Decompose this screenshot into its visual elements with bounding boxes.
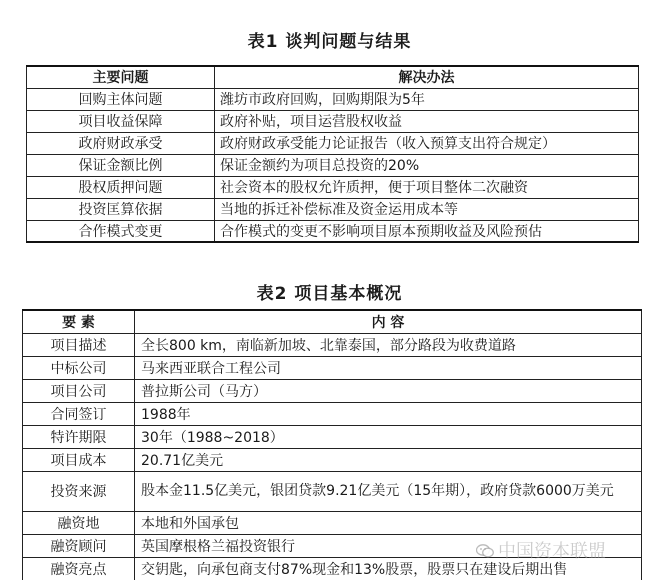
- content-cell: 本地和外国承包: [135, 511, 642, 534]
- column-header-element: 要 素: [23, 310, 135, 333]
- table-row: [23, 425, 642, 448]
- table-row: [23, 356, 642, 379]
- element-cell: 项目公司: [23, 379, 135, 402]
- element-cell: 项目成本: [23, 448, 135, 471]
- issue-cell: 回购主体问题: [27, 88, 215, 110]
- solution-cell: 政府补贴，项目运营股权收益: [215, 110, 639, 132]
- table-row: [27, 198, 639, 220]
- table-row: [23, 402, 642, 425]
- table2-title: 表2 项目基本概况: [256, 284, 403, 304]
- content-cell: 马来西亚联合工程公司: [135, 356, 642, 379]
- table-row: [23, 511, 642, 534]
- column-header-content: 内 容: [135, 310, 642, 333]
- issue-cell: 合作模式变更: [27, 220, 215, 242]
- content-cell: 股本金11.5亿美元，银团贷款9.21亿美元（15年期），政府贷款6000万美元: [135, 471, 642, 511]
- element-cell: 特许期限: [23, 425, 135, 448]
- issue-cell: 保证金额比例: [27, 154, 215, 176]
- table-row: [23, 448, 642, 471]
- issue-cell: 项目收益保障: [27, 110, 215, 132]
- element-cell: 中标公司: [23, 356, 135, 379]
- watermark: [476, 537, 606, 563]
- solution-cell: 社会资本的股权允许质押，便于项目整体二次融资: [215, 176, 639, 198]
- solution-cell: 政府财政承受能力论证报告（收入预算支出符合规定）: [215, 132, 639, 154]
- element-cell: 项目描述: [23, 333, 135, 356]
- content-cell: 交钥匙，向承包商支付87%现金和13%股票，股票只在建设后期出售: [135, 557, 642, 580]
- table-row: [23, 471, 642, 511]
- table-row: [23, 379, 642, 402]
- solution-cell: 合作模式的变更不影响项目原本预期收益及风险预估: [215, 220, 639, 242]
- element-cell: 合同签订: [23, 402, 135, 425]
- issue-cell: 股权质押问题: [27, 176, 215, 198]
- content-cell: 全长800 km，南临新加坡、北靠泰国，部分路段为收费道路: [135, 333, 642, 356]
- element-cell: 融资亮点: [23, 557, 135, 580]
- issue-cell: 投资匡算依据: [27, 198, 215, 220]
- watermark-text: 中国资本联盟: [498, 541, 606, 562]
- column-header-issue: 主要问题: [27, 66, 215, 88]
- table-row: [27, 154, 639, 176]
- table1-title: 表1 谈判问题与结果: [247, 32, 412, 52]
- content-cell: 1988年: [135, 402, 642, 425]
- table-row: [27, 132, 639, 154]
- element-cell: 融资地: [23, 511, 135, 534]
- table-header-row: [27, 66, 639, 88]
- wechat-icon: [476, 542, 494, 556]
- table-row: [27, 88, 639, 110]
- solution-cell: 保证金额约为项目总投资的20%: [215, 154, 639, 176]
- column-header-solution: 解决办法: [215, 66, 639, 88]
- table-row: [27, 220, 639, 242]
- negotiation-table: [26, 65, 639, 243]
- issue-cell: 政府财政承受: [27, 132, 215, 154]
- content-cell: 20.71亿美元: [135, 448, 642, 471]
- content-cell: 30年（1988~2018）: [135, 425, 642, 448]
- solution-cell: 潍坊市政府回购，回购期限为5年: [215, 88, 639, 110]
- table-row: [23, 333, 642, 356]
- solution-cell: 当地的拆迁补偿标准及资金运用成本等: [215, 198, 639, 220]
- element-cell: 投资来源: [23, 471, 135, 511]
- table-row: [27, 110, 639, 132]
- element-cell: 融资顾问: [23, 534, 135, 557]
- table-row: [27, 176, 639, 198]
- content-cell: 英国摩根格兰福投资银行: [135, 534, 642, 557]
- table-header-row: [23, 310, 642, 333]
- content-cell: 普拉斯公司（马方）: [135, 379, 642, 402]
